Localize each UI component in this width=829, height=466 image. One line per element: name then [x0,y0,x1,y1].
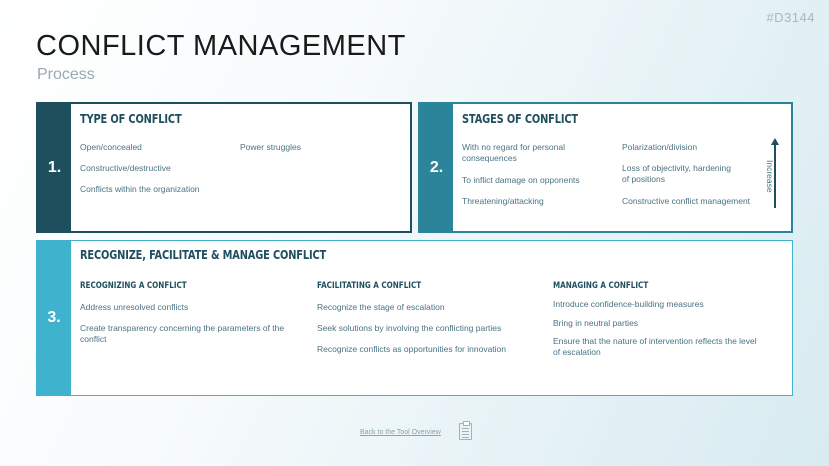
list-item: Bring in neutral parties [553,318,639,328]
slide-id: #D3144 [766,10,815,25]
list-item: Ensure that the nature of intervention reflects the level of escalation [553,336,757,357]
list-item: Seek solutions by involving the conflicting parties [317,323,502,333]
panel-heading: STAGES OF CONFLICT [462,112,578,126]
list-item: To inflict damage on opponents [462,175,580,185]
step-number-2: 2. [420,104,453,231]
list-item: Address unresolved conflicts [80,302,189,312]
list-item: Constructive conflict management [622,196,751,206]
list-item: Polarization/division [622,142,698,152]
column-heading: RECOGNIZING A CONFLICT [80,281,187,291]
column-heading: FACILITATING A CONFLICT [317,281,422,291]
list-item: Constructive/destructive [80,163,171,173]
list-item: Conflicts within the organization [80,184,200,194]
recognize-facilitate-manage-panel [36,240,793,396]
clipboard-icon[interactable] [459,423,472,440]
list-item: Power struggles [240,142,301,152]
list-item: Create transparency concerning the parameters of the conflict [80,323,285,344]
list-item: With no regard for personal consequences [462,142,565,163]
page-title: CONFLICT MANAGEMENT [36,30,406,62]
list-item: Threatening/attacking [462,196,544,206]
list-item: Recognize the stage of escalation [317,302,445,312]
list-item: Open/concealed [80,142,142,152]
list-item: Introduce confidence-building measures [553,299,704,309]
panel-heading: RECOGNIZE, FACILITATE & MANAGE CONFLICT [80,248,327,262]
panel-heading: TYPE OF CONFLICT [80,112,182,126]
type-of-conflict-panel [36,102,412,233]
list-item: Loss of objectivity, hardening of positions [622,163,731,184]
increase-label: Increase [765,160,775,193]
page-subtitle: Process [37,66,95,83]
stages-of-conflict-panel [418,102,793,233]
list-item: Recognize conflicts as opportunities for innovation [317,344,506,354]
step-number-1: 1. [38,104,71,231]
column-heading: MANAGING A CONFLICT [553,281,649,291]
step-number-3: 3. [37,241,71,395]
back-to-tool-overview-link[interactable]: Back to the Tool Overview [360,429,441,436]
